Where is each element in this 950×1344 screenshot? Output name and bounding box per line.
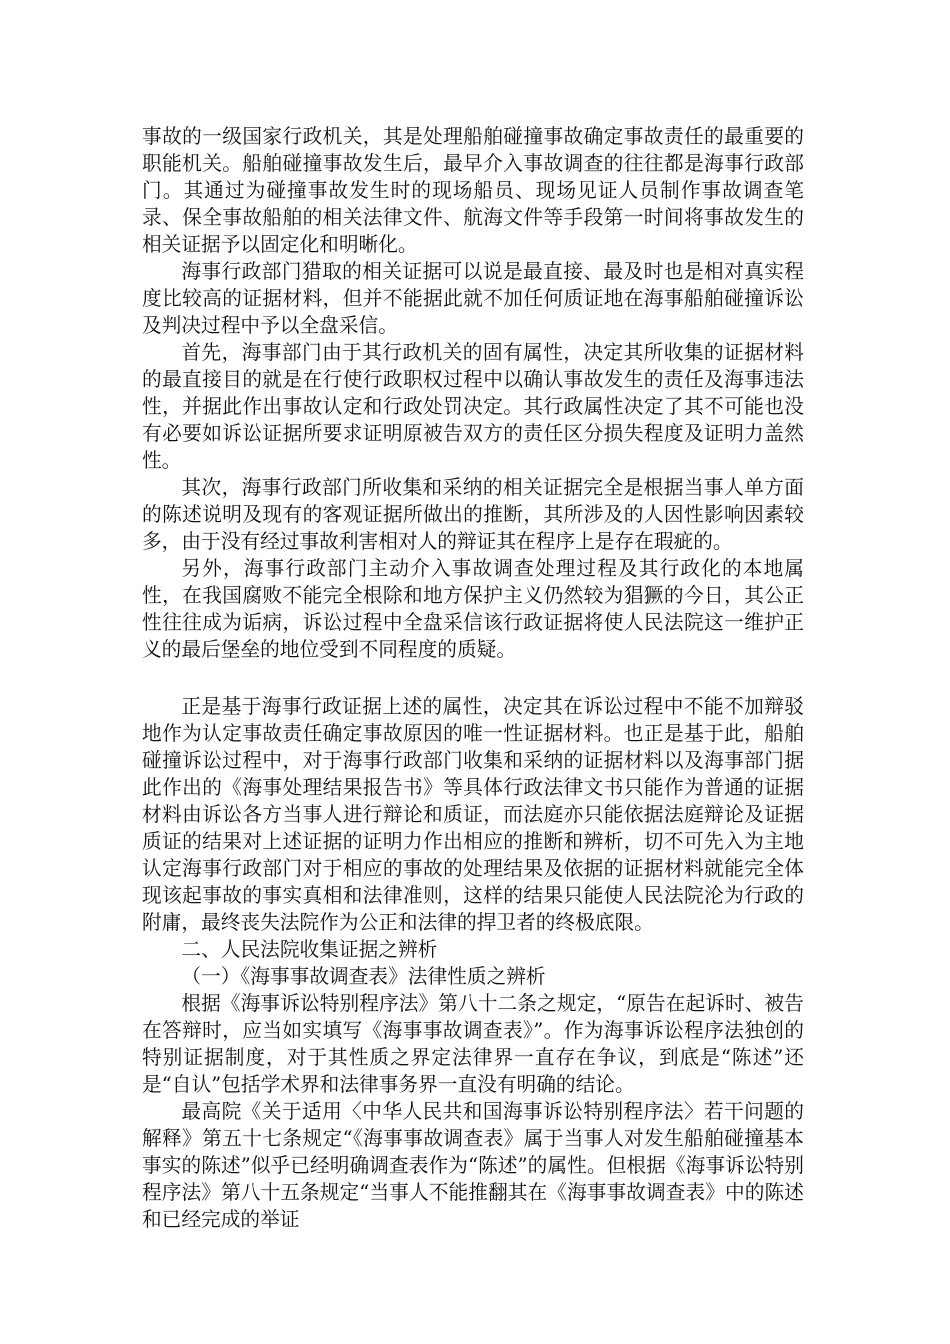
paragraph: 根据《海事诉讼特别程序法》第八十二条之规定，“原告在起诉时、被告在答辩时，应当如实填写《海事事故调查表》”。作为海事诉讼程序法独创的特别证据制度，对于其性质之界定法律界一直存在争议，到底是“陈述”还是“自认”包括学术界和法律事务界一直没有明确的结论。 <box>142 992 804 1096</box>
paragraph: 最高院《关于适用〈中华人民共和国海事诉讼特别程序法〉若干问题的解释》第五十七条规定“《海事事故调查表》属于当事人对发生船舶碰撞基本事实的陈述”似乎已经明确调查表作为“陈述”的属性。但根据《海事诉讼特别程序法》第八十五条规定“当事人不能推翻其在《海事事故调查表》中的陈述和已经完成的举证 <box>142 1100 804 1231</box>
paragraph-continuation: 事故的一级国家行政机关，其是处理船舶碰撞事故确定事故责任的最重要的职能机关。船舶碰撞事故发生后，最早介入事故调查的往往都是海事行政部门。其通过为碰撞事故发生时的现场船员、现场见证人员制作事故调查笔录、保全事故船舶的相关法律文件、航海文件等手段第一时间将事故发生的相关证据予以固定化和明晰化。 <box>142 125 804 256</box>
paragraph: 其次，海事行政部门所收集和采纳的相关证据完全是根据当事人单方面的陈述说明及现有的客观证据所做出的推断，其所涉及的人因性影响因素较多，由于没有经过事故利害相对人的辩证其在程序上是存在瑕疵的。 <box>142 476 804 553</box>
paragraph-spacer <box>142 663 804 693</box>
paragraph: 正是基于海事行政证据上述的属性，决定其在诉讼过程中不能不加辩驳地作为认定事故责任确定事故原因的唯一性证据材料。也正是基于此，船舶碰撞诉讼过程中，对于海事行政部门收集和采纳的证据材料以及海事部门据此作出的《海事处理结果报告书》等具体行政法律文书只能作为普通的证据材料由诉讼各方当事人进行辩论和质证，而法庭亦只能依据法庭辩论及证据质证的结果对上述证据的证明力作出相应的推断和辨析，切不可先入为主地认定海事行政部门对于相应的事故的处理结果及依据的证据材料就能完全体现该起事故的事实真相和法律准则，这样的结果只能使人民法院沦为行政的附庸，最终丧失法院作为公正和法律的捍卫者的终极底限。 <box>142 695 804 934</box>
document-body <box>142 123 804 1233</box>
section-heading: 二、人民法院收集证据之辨析 <box>181 938 438 961</box>
subsection-heading: （一）《海事事故调查表》法律性质之辨析 <box>181 965 546 988</box>
paragraph: 另外，海事行政部门主动介入事故调查处理过程及其行政化的本地属性，在我国腐败不能完全根除和地方保护主义仍然较为猖獗的今日，其公正性往往成为诟病，诉讼过程中全盘采信该行政证据将使人民法院这一维护正义的最后堡垒的地位受到不同程度的质疑。 <box>142 557 804 661</box>
paragraph: 首先，海事部门由于其行政机关的固有属性，决定其所收集的证据材料的最直接目的就是在行使行政职权过程中以确认事故发生的责任及海事违法性，并据此作出事故认定和行政处罚决定。其行政属性决定了其不可能也没有必要如诉讼证据所要求证明原被告双方的责任区分损失程度及证明力盖然性。 <box>142 341 804 472</box>
paragraph: 海事行政部门猎取的相关证据可以说是最直接、最及时也是相对真实程度比较高的证据材料，但并不能据此就不加任何质证地在海事船舶碰撞诉讼及判决过程中予以全盘采信。 <box>142 260 804 337</box>
